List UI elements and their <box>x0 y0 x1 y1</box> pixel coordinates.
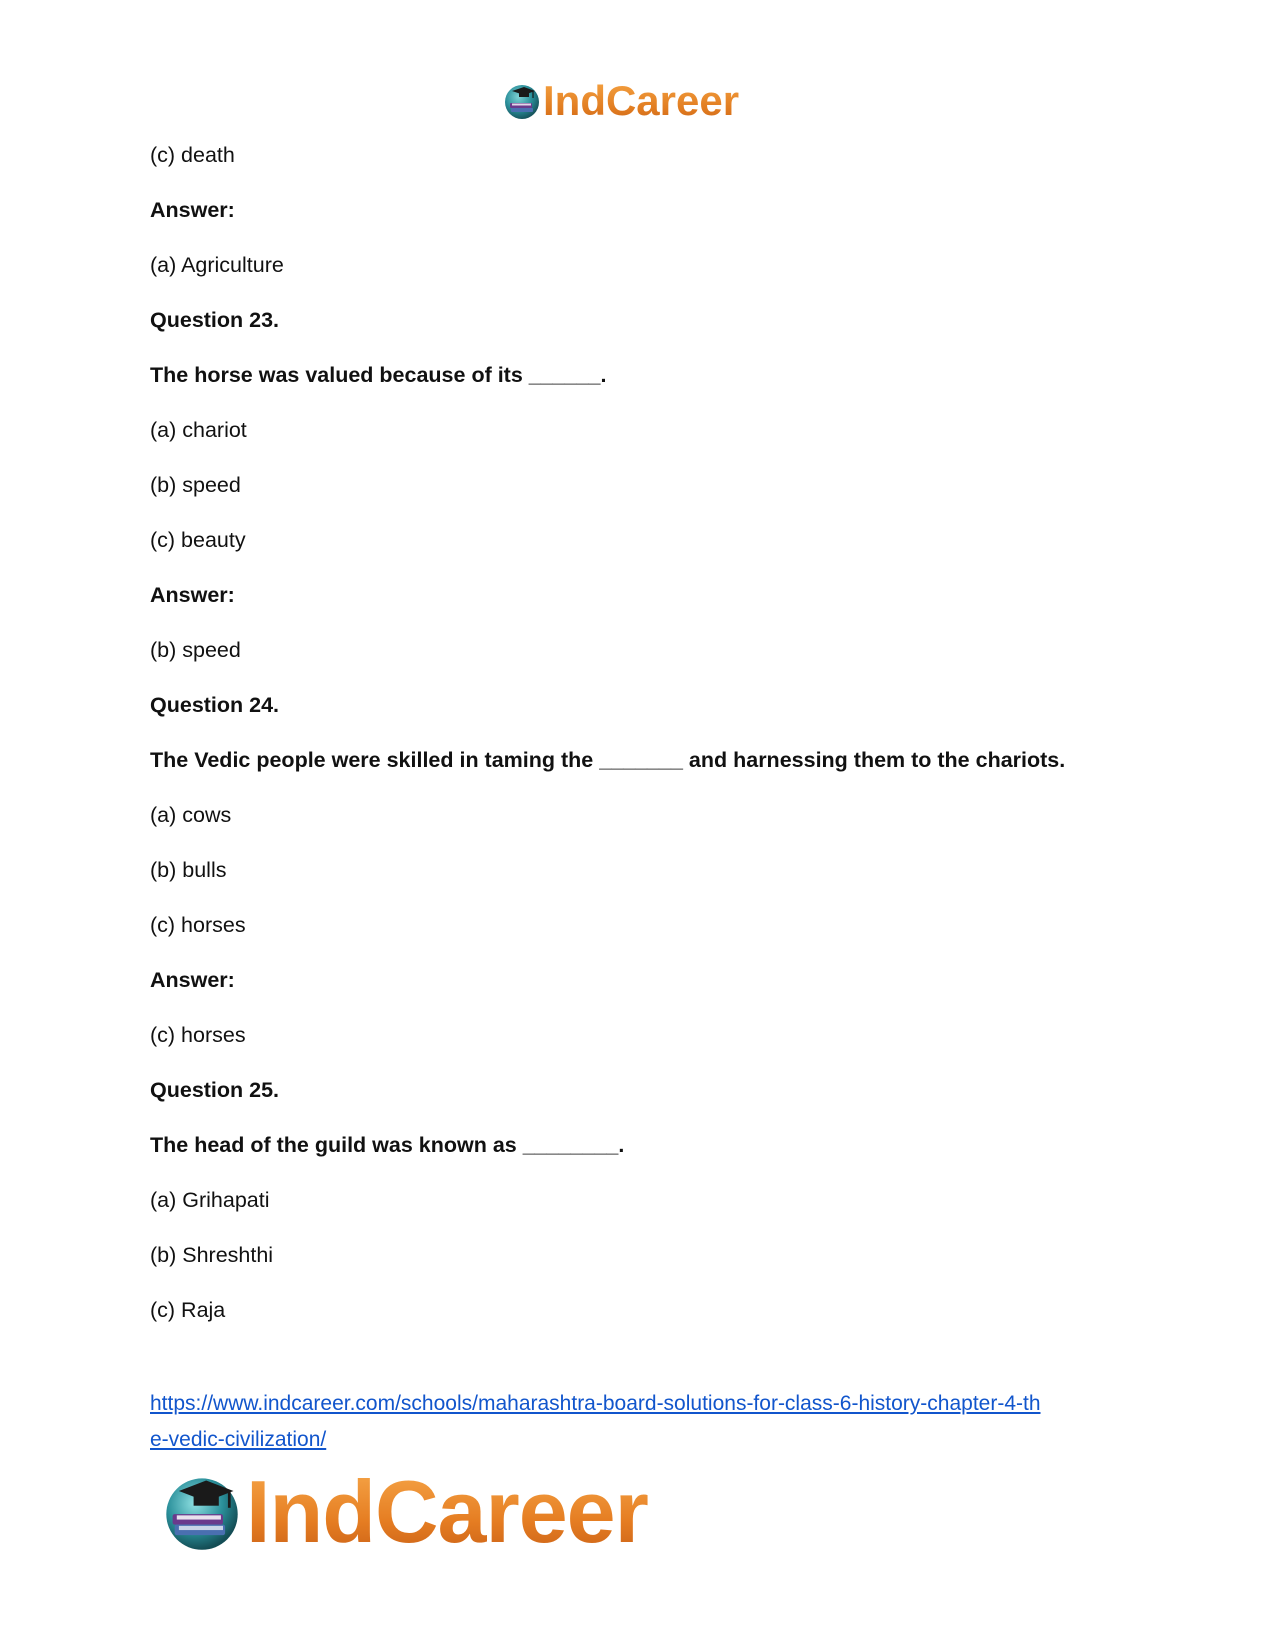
globe-books-icon <box>502 81 542 121</box>
option-line: (a) Grihapati <box>150 1188 270 1212</box>
option-line: (b) speed <box>150 638 241 662</box>
answer-label: Answer: <box>150 968 235 992</box>
option-line: (c) Raja <box>150 1298 226 1322</box>
question-number: Question 25. <box>150 1078 280 1102</box>
answer-label: Answer: <box>150 198 235 222</box>
brand-wordmark-large: IndCareer <box>246 1462 648 1561</box>
option-line: (b) bulls <box>150 858 227 882</box>
option-line: (c) death <box>150 143 235 167</box>
globe-books-icon <box>160 1470 244 1554</box>
source-link-line-1[interactable]: https://www.indcareer.com/schools/maharashtra-board-solutions-for-class-6-history-chapter-4-th <box>150 1392 1041 1415</box>
source-link[interactable] <box>150 1386 1140 1458</box>
source-link-line-2[interactable]: e-vedic-civilization/ <box>150 1428 327 1451</box>
header-logo <box>502 78 739 124</box>
option-line: (c) horses <box>150 1023 246 1047</box>
question-number: Question 23. <box>150 308 280 332</box>
option-line: (b) speed <box>150 473 241 497</box>
option-line: (c) horses <box>150 913 246 937</box>
option-line: (c) beauty <box>150 528 246 552</box>
question-number: Question 24. <box>150 693 280 717</box>
option-line: (a) chariot <box>150 418 247 442</box>
answer-label: Answer: <box>150 583 235 607</box>
footer-logo <box>160 1464 648 1560</box>
option-line: (a) Agriculture <box>150 253 284 277</box>
document-body <box>150 140 1150 1350</box>
question-text: The horse was valued because of its ______. <box>150 363 607 387</box>
brand-wordmark: IndCareer <box>543 77 740 124</box>
option-line: (a) cows <box>150 803 232 827</box>
question-text: The head of the guild was known as ________. <box>150 1133 625 1157</box>
question-text: The Vedic people were skilled in taming the _______ and harnessing them to the chariots. <box>150 748 1066 772</box>
option-line: (b) Shreshthi <box>150 1243 274 1267</box>
